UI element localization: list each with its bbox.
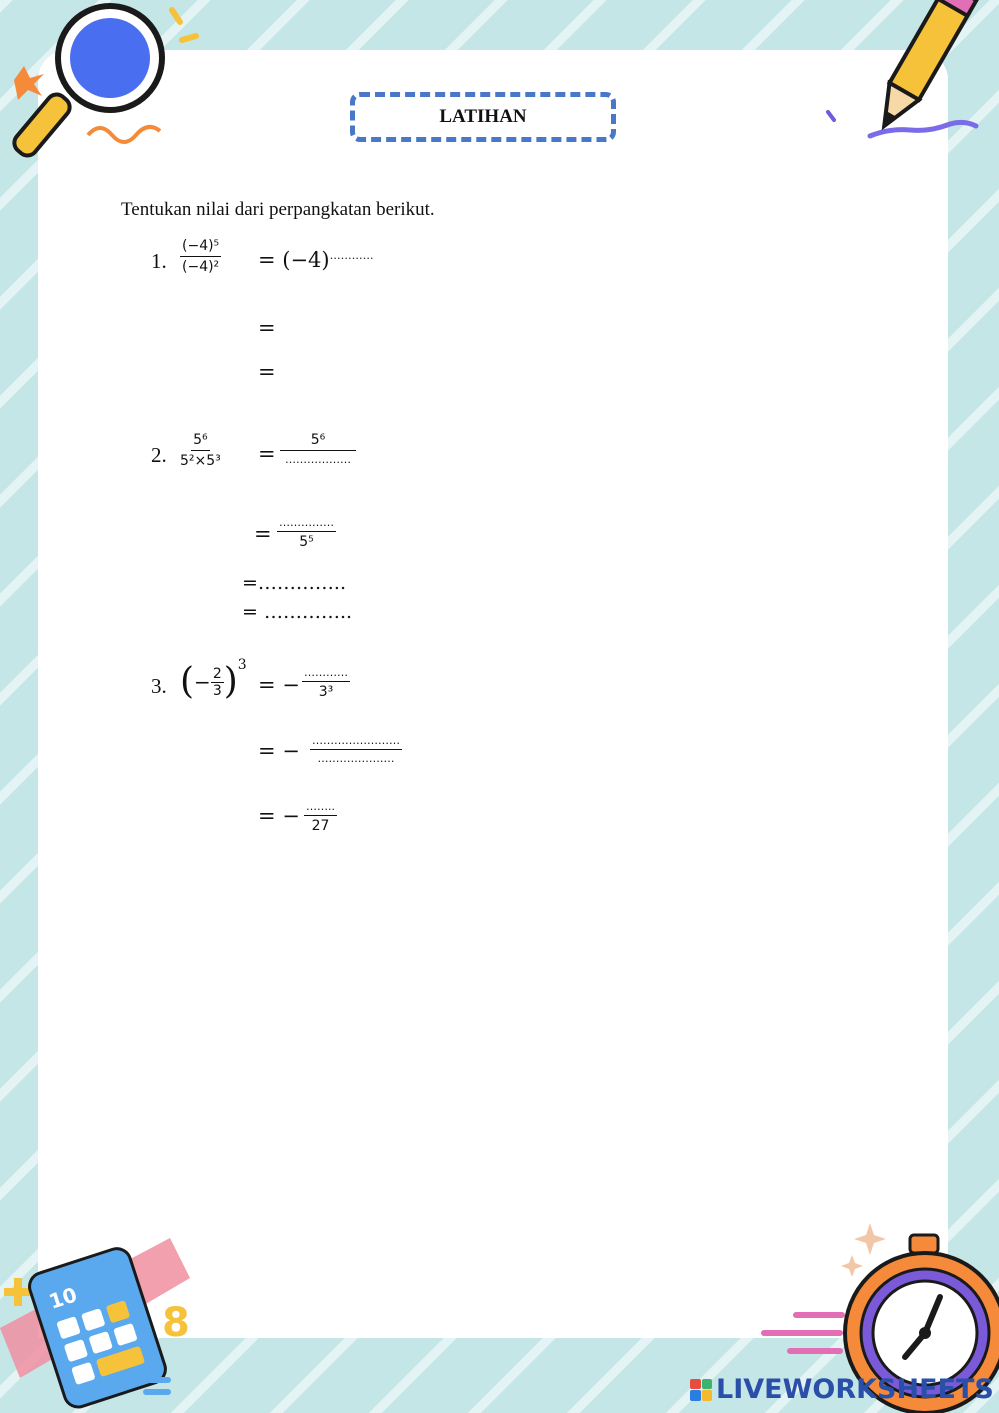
calculator-icon [0,1218,210,1413]
problem-2-step-2-fraction [277,516,336,550]
problem-3-inner-fraction [211,667,224,698]
instruction-text: Tentukan nilai dari perpangkatan berikut. [121,199,435,220]
problem-3-step-2-numerator-blank[interactable]: …………………… [310,734,402,750]
problem-2-step-4[interactable]: = ………….. [242,601,353,623]
brand-name: LIVEWORKSHEETS [716,1374,994,1405]
problem-3-number: 3. [151,674,167,698]
problem-3-inner-numerator: 2 [212,665,222,682]
worksheet-paper [38,50,948,1338]
problem-1-step-3: = [258,360,276,384]
problem-1-number: 1. [151,249,167,273]
page-title: LATIHAN [439,106,527,127]
problem-3-step-3-fraction [304,800,337,834]
problem-3-step-3-denominator: 27 [311,818,330,834]
problem-1-step-1-blank[interactable]: ………… [329,249,374,262]
problem-2-step-1-fraction [280,432,356,466]
problem-2-step-1-blank[interactable]: ……………… [285,453,351,466]
problem-2-numerator: 5⁶ [191,432,210,451]
problem-3-step-1-eq: = − [258,673,300,697]
problem-2-fraction [180,432,221,469]
pencil-icon [810,0,999,150]
problem-3-step-2-eq: = − [258,739,300,763]
problem-2-number: 2. [151,443,167,467]
problem-2-step-1-numerator: 5⁶ [280,432,356,451]
magnifier-icon [0,0,200,175]
problem-2-step-2-denominator: 5⁵ [299,534,314,550]
brand-logo[interactable] [690,1374,994,1405]
problem-1-denominator: (−4)² [182,259,220,275]
svg-text:8: 8 [162,1300,190,1346]
problem-3-step-2-denominator-blank[interactable]: ………………… [317,752,395,765]
problem-2-step-2-blank[interactable]: …………… [277,516,336,532]
problem-2-step-2-eq: = [254,522,272,546]
problem-3-step-3-blank[interactable]: …….. [304,800,337,816]
problem-3-right-paren: ) [223,661,238,702]
problem-2-step-3[interactable]: =………….. [242,572,346,594]
problem-3-step-1-denominator: 3³ [318,684,334,700]
title-box [350,92,616,142]
svg-text:10: 10 [46,1282,80,1314]
problem-2-step-1-eq: = [258,442,276,466]
brand-mark-icon [690,1379,712,1401]
problem-3-left-paren: ( [180,661,195,702]
problem-3-inner-denominator: 3 [212,682,222,699]
problem-1-step-1-expr: = (−4) [258,248,330,272]
problem-3-step-3-eq: = − [258,804,300,828]
problem-3-expression [180,657,247,702]
problem-3-step-1-blank[interactable]: ………… [302,666,350,682]
problem-1-fraction [180,238,221,275]
problem-1-numerator: (−4)⁵ [180,238,221,257]
problem-3-minus: − [194,670,211,694]
problem-3-exponent: 3 [237,657,247,673]
problem-3-step-2-fraction [310,734,402,765]
problem-1-step-1 [258,250,374,271]
problem-1-step-2: = [258,316,276,340]
problem-3-step-1-fraction [302,666,350,700]
problem-2-denominator: 5²×5³ [180,453,221,469]
